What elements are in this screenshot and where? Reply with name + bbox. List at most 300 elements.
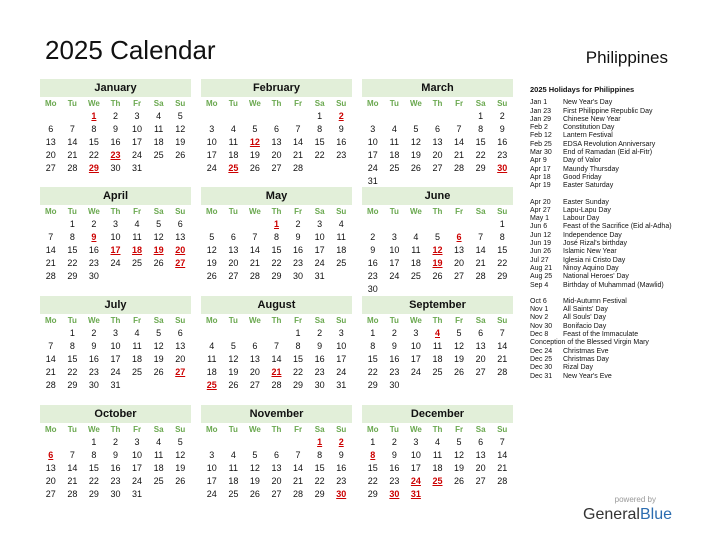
empty-cell — [244, 327, 266, 340]
weekday-label: Sa — [153, 316, 164, 325]
empty-cell — [244, 436, 266, 449]
day-cell: 4 — [391, 124, 397, 134]
weekday-label: Sa — [475, 207, 486, 216]
month-title: April — [40, 187, 191, 205]
weekday-label: Mo — [367, 99, 379, 108]
day-cell: 11 — [411, 245, 421, 255]
day-cell: 23 — [336, 476, 347, 486]
day-cell: 7 — [499, 328, 505, 338]
weekday-header — [201, 205, 352, 218]
day-cell: 25 — [132, 367, 143, 377]
day-cell: 5 — [434, 232, 440, 242]
day-cell: 8 — [478, 124, 484, 134]
holiday-day-cell: 4 — [434, 328, 440, 338]
day-cell: 6 — [273, 450, 279, 460]
day-cell: 16 — [367, 258, 378, 268]
day-cell: 8 — [370, 341, 376, 351]
day-cell: 7 — [295, 124, 301, 134]
week-row — [40, 110, 191, 123]
empty-cell — [384, 283, 406, 296]
holiday-item — [530, 273, 708, 281]
empty-cell — [62, 436, 84, 449]
day-cell: 3 — [134, 111, 140, 121]
empty-cell — [448, 218, 470, 231]
day-cell: 13 — [432, 137, 443, 147]
day-cell: 16 — [88, 245, 99, 255]
empty-cell — [448, 488, 470, 501]
day-cell: 5 — [209, 232, 215, 242]
empty-cell — [287, 436, 309, 449]
day-cell: 11 — [207, 354, 217, 364]
weekday-label: Fr — [294, 316, 303, 325]
empty-cell — [287, 110, 309, 123]
empty-cell — [491, 379, 513, 392]
page-title: 2025 Calendar — [45, 35, 216, 65]
holiday-name: Birthday of Muhammad (Mawlid) — [563, 281, 664, 289]
week-row — [201, 475, 352, 488]
week-row — [40, 488, 191, 501]
week-row — [201, 449, 352, 462]
weekday-label: We — [87, 207, 100, 216]
holiday-date: Apr 18 — [530, 173, 551, 181]
holiday-day-cell: 20 — [175, 245, 186, 255]
day-cell: 26 — [153, 367, 164, 377]
day-cell: 24 — [132, 476, 143, 486]
day-cell: 7 — [69, 124, 75, 134]
holiday-item — [530, 149, 708, 157]
holiday-day-cell: 30 — [497, 163, 508, 173]
day-cell: 24 — [410, 367, 421, 377]
holiday-item — [530, 240, 708, 248]
month-september — [362, 296, 513, 392]
day-cell: 25 — [132, 258, 143, 268]
holiday-day-cell: 31 — [410, 489, 421, 499]
holiday-item — [530, 356, 708, 364]
day-cell: 1 — [295, 328, 301, 338]
week-row — [201, 353, 352, 366]
day-cell: 3 — [413, 437, 419, 447]
weekday-label: Mo — [206, 99, 218, 108]
weekday-label: Tu — [67, 207, 77, 216]
weekday-label: Th — [110, 425, 121, 434]
week-row — [201, 244, 352, 257]
weekday-label: Su — [175, 99, 186, 108]
day-cell: 5 — [252, 124, 258, 134]
holiday-date: Jun 19 — [530, 240, 552, 248]
week-row — [40, 162, 191, 175]
weekday-label: Fr — [133, 316, 142, 325]
weekday-label: Sa — [314, 207, 325, 216]
holiday-date: Aug 25 — [530, 273, 553, 281]
week-row — [201, 162, 352, 175]
day-cell: 20 — [228, 258, 239, 268]
day-cell: 5 — [156, 219, 162, 229]
day-cell: 30 — [88, 380, 99, 390]
holiday-item — [530, 257, 708, 265]
holiday-date: Jan 1 — [530, 99, 548, 107]
holiday-item — [530, 132, 708, 140]
week-row — [201, 327, 352, 340]
weekday-label: We — [409, 425, 422, 434]
day-cell: 18 — [410, 258, 421, 268]
month-august — [201, 296, 352, 392]
week-row — [40, 379, 191, 392]
holiday-date: Jul 27 — [530, 256, 549, 264]
day-cell: 10 — [206, 463, 217, 473]
empty-cell — [201, 110, 223, 123]
day-cell: 26 — [175, 476, 186, 486]
day-cell: 17 — [367, 150, 378, 160]
day-cell: 27 — [45, 163, 56, 173]
day-cell: 3 — [112, 328, 118, 338]
day-cell: 20 — [271, 476, 282, 486]
day-cell: 10 — [110, 341, 121, 351]
holiday-day-cell: 6 — [456, 232, 462, 242]
empty-cell — [427, 110, 449, 123]
holiday-day-cell: 17 — [110, 245, 121, 255]
brand-general: General — [583, 506, 640, 523]
day-cell: 18 — [389, 150, 400, 160]
day-cell: 12 — [153, 232, 164, 242]
weekday-label: Fr — [133, 425, 142, 434]
day-cell: 29 — [497, 271, 508, 281]
holiday-item — [530, 99, 708, 107]
holiday-date: Jun 26 — [530, 248, 552, 256]
weekday-label: Su — [175, 425, 186, 434]
week-row — [40, 327, 191, 340]
day-cell: 17 — [132, 463, 143, 473]
day-cell: 27 — [228, 271, 239, 281]
day-cell: 25 — [153, 476, 164, 486]
month-march — [362, 79, 513, 188]
day-cell: 24 — [206, 489, 217, 499]
week-row — [201, 340, 352, 353]
day-cell: 8 — [273, 232, 279, 242]
empty-cell — [470, 488, 492, 501]
empty-cell — [169, 379, 191, 392]
day-cell: 9 — [338, 450, 344, 460]
empty-cell — [427, 379, 449, 392]
weekday-label: Tu — [228, 425, 238, 434]
day-cell: 24 — [110, 258, 121, 268]
day-cell: 12 — [153, 341, 164, 351]
week-row — [362, 244, 513, 257]
holiday-date: May 1 — [530, 215, 550, 223]
day-cell: 22 — [293, 367, 304, 377]
week-row — [40, 449, 191, 462]
day-cell: 13 — [475, 341, 486, 351]
week-row — [362, 340, 513, 353]
day-cell: 21 — [475, 258, 486, 268]
empty-cell — [362, 110, 384, 123]
day-cell: 17 — [336, 354, 347, 364]
day-cell: 14 — [45, 354, 56, 364]
day-cell: 31 — [314, 271, 325, 281]
week-row — [362, 123, 513, 136]
weekday-header — [40, 97, 191, 110]
week-row — [201, 149, 352, 162]
holiday-date: Dec 31 — [530, 372, 553, 380]
day-cell: 17 — [410, 354, 421, 364]
day-cell: 27 — [249, 380, 260, 390]
month-july — [40, 296, 191, 392]
day-cell: 22 — [497, 258, 508, 268]
day-cell: 4 — [338, 219, 344, 229]
holiday-name: Lantern Festival — [563, 132, 613, 140]
month-april — [40, 187, 191, 283]
footer — [583, 495, 672, 524]
day-cell: 4 — [134, 328, 140, 338]
holiday-item — [530, 265, 708, 273]
holiday-item — [530, 323, 708, 331]
holiday-name: Ninoy Aquino Day — [563, 264, 619, 272]
day-cell: 9 — [112, 124, 118, 134]
week-row — [40, 436, 191, 449]
weekday-label: Th — [432, 99, 443, 108]
day-cell: 23 — [336, 150, 347, 160]
holiday-item — [530, 364, 708, 372]
weekday-label: Sa — [475, 99, 486, 108]
day-cell: 13 — [454, 245, 465, 255]
month-title: June — [362, 187, 513, 205]
weekday-label: Fr — [455, 99, 464, 108]
month-title: January — [40, 79, 191, 97]
weekday-label: Th — [271, 99, 282, 108]
day-cell: 21 — [497, 354, 508, 364]
day-cell: 17 — [206, 476, 217, 486]
day-cell: 26 — [410, 163, 421, 173]
empty-cell — [491, 283, 513, 296]
holiday-item — [530, 174, 708, 182]
day-cell: 29 — [293, 380, 304, 390]
day-cell: 26 — [153, 258, 164, 268]
empty-cell — [169, 488, 191, 501]
weekday-label: Mo — [367, 425, 379, 434]
day-cell: 22 — [367, 476, 378, 486]
holiday-date: Feb 12 — [530, 132, 552, 140]
day-cell: 21 — [497, 463, 508, 473]
day-cell: 4 — [156, 111, 162, 121]
weekday-label: Tu — [228, 99, 238, 108]
weekday-label: Th — [432, 207, 443, 216]
day-cell: 4 — [134, 219, 140, 229]
day-cell: 8 — [69, 232, 75, 242]
day-cell: 24 — [367, 163, 378, 173]
empty-cell — [244, 110, 266, 123]
empty-cell — [148, 488, 170, 501]
day-cell: 6 — [273, 124, 279, 134]
day-cell: 2 — [317, 328, 323, 338]
empty-cell — [491, 488, 513, 501]
day-cell: 3 — [317, 219, 323, 229]
day-cell: 21 — [293, 476, 304, 486]
day-cell: 14 — [497, 450, 508, 460]
week-row — [40, 462, 191, 475]
weekday-label: Su — [336, 207, 347, 216]
day-cell: 29 — [367, 489, 378, 499]
weekday-label: Fr — [455, 207, 464, 216]
holiday-name: First Philippine Republic Day — [563, 107, 653, 115]
weekday-label: We — [409, 99, 422, 108]
empty-cell — [330, 270, 352, 283]
day-cell: 20 — [249, 367, 260, 377]
day-cell: 17 — [206, 150, 217, 160]
day-cell: 2 — [391, 437, 397, 447]
day-cell: 29 — [271, 271, 282, 281]
day-cell: 12 — [175, 124, 186, 134]
day-cell: 7 — [48, 341, 54, 351]
day-cell: 5 — [230, 341, 236, 351]
empty-cell — [223, 110, 245, 123]
brand-blue: Blue — [639, 506, 672, 523]
empty-cell — [223, 436, 245, 449]
day-cell: 10 — [367, 137, 378, 147]
week-row — [201, 436, 352, 449]
day-cell: 28 — [293, 489, 304, 499]
day-cell: 19 — [228, 367, 239, 377]
day-cell: 19 — [175, 137, 186, 147]
day-cell: 13 — [175, 341, 186, 351]
day-cell: 14 — [67, 463, 78, 473]
holiday-item — [530, 116, 708, 124]
week-row — [362, 283, 513, 296]
holiday-date: Apr 19 — [530, 182, 551, 190]
holiday-date: Dec 30 — [530, 364, 553, 372]
weekday-header — [201, 423, 352, 436]
holiday-day-cell: 19 — [432, 258, 443, 268]
day-cell: 16 — [336, 463, 347, 473]
weekday-label: Fr — [133, 99, 142, 108]
week-row — [40, 366, 191, 379]
holiday-date: Oct 6 — [530, 297, 547, 305]
month-november — [201, 405, 352, 501]
day-cell: 19 — [454, 354, 465, 364]
holiday-date: Jan 29 — [530, 115, 552, 123]
day-cell: 18 — [228, 150, 239, 160]
day-cell: 10 — [206, 137, 217, 147]
day-cell: 23 — [293, 258, 304, 268]
day-cell: 21 — [45, 367, 56, 377]
empty-cell — [201, 218, 223, 231]
day-cell: 12 — [410, 137, 421, 147]
day-cell: 25 — [228, 489, 239, 499]
day-cell: 4 — [434, 437, 440, 447]
week-row — [201, 270, 352, 283]
day-cell: 8 — [317, 124, 323, 134]
day-cell: 16 — [389, 354, 400, 364]
day-cell: 19 — [206, 258, 217, 268]
holiday-date: Dec 24 — [530, 347, 553, 355]
day-cell: 27 — [475, 476, 486, 486]
day-cell: 29 — [88, 489, 99, 499]
empty-cell — [384, 110, 406, 123]
holiday-day-cell: 18 — [132, 245, 143, 255]
day-cell: 28 — [67, 489, 78, 499]
day-cell: 22 — [271, 258, 282, 268]
day-cell: 9 — [295, 232, 301, 242]
day-cell: 15 — [293, 354, 304, 364]
day-cell: 14 — [271, 354, 282, 364]
day-cell: 27 — [45, 489, 56, 499]
week-row — [362, 136, 513, 149]
month-title: May — [201, 187, 352, 205]
weekday-label: Th — [271, 207, 282, 216]
weekday-label: Fr — [294, 99, 303, 108]
holiday-item — [530, 282, 708, 290]
day-cell: 26 — [249, 163, 260, 173]
day-cell: 9 — [112, 450, 118, 460]
day-cell: 28 — [45, 380, 56, 390]
holiday-name: Christmas Day — [563, 355, 609, 363]
weekday-label: Mo — [206, 425, 218, 434]
week-row — [362, 327, 513, 340]
day-cell: 29 — [67, 380, 78, 390]
day-cell: 6 — [252, 341, 258, 351]
week-row — [362, 218, 513, 231]
day-cell: 13 — [271, 463, 282, 473]
weekday-label: Su — [497, 316, 508, 325]
day-cell: 26 — [228, 380, 239, 390]
holiday-day-cell: 1 — [273, 219, 279, 229]
holiday-name: Day of Valor — [563, 157, 601, 165]
day-cell: 11 — [336, 232, 346, 242]
holiday-name: Labour Day — [563, 215, 600, 223]
day-cell: 28 — [293, 163, 304, 173]
empty-cell — [427, 218, 449, 231]
week-row — [362, 475, 513, 488]
empty-cell — [266, 110, 288, 123]
day-cell: 17 — [410, 463, 421, 473]
day-cell: 10 — [132, 450, 143, 460]
holiday-name: Bonifacio Day — [563, 322, 607, 330]
empty-cell — [405, 218, 427, 231]
day-cell: 12 — [454, 450, 465, 460]
day-cell: 22 — [314, 150, 325, 160]
day-cell: 25 — [389, 163, 400, 173]
week-row — [40, 149, 191, 162]
weekday-label: Su — [336, 316, 347, 325]
day-cell: 1 — [317, 111, 323, 121]
week-row — [362, 449, 513, 462]
holiday-date: Nov 1 — [530, 306, 549, 314]
month-january — [40, 79, 191, 175]
holiday-date: Dec 25 — [530, 355, 553, 363]
holiday-item — [530, 215, 708, 223]
weekday-label: Mo — [45, 99, 57, 108]
day-cell: 20 — [45, 476, 56, 486]
country-name: Philippines — [585, 48, 668, 67]
day-cell: 21 — [454, 150, 465, 160]
weekday-header — [362, 97, 513, 110]
day-cell: 15 — [271, 245, 282, 255]
day-cell: 28 — [497, 367, 508, 377]
holiday-date: Aug 21 — [530, 264, 553, 272]
day-cell: 16 — [336, 137, 347, 147]
weekday-label: Tu — [67, 99, 77, 108]
day-cell: 16 — [314, 354, 325, 364]
day-cell: 17 — [389, 258, 400, 268]
weekday-header — [201, 314, 352, 327]
weekday-label: Sa — [153, 99, 164, 108]
month-title: August — [201, 296, 352, 314]
day-cell: 4 — [209, 341, 215, 351]
day-cell: 26 — [454, 367, 465, 377]
holiday-date: Apr 20 — [530, 198, 551, 206]
holiday-name: José Rizal's birthday — [563, 240, 627, 248]
empty-cell — [62, 110, 84, 123]
holiday-date: Jan 23 — [530, 107, 552, 115]
day-cell: 15 — [314, 137, 325, 147]
